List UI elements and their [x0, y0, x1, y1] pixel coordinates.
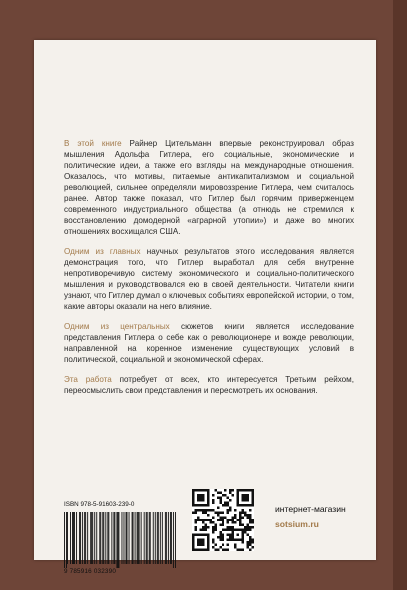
paragraph-lead: Одним из центральных — [64, 322, 170, 331]
shop-url-link[interactable]: sotsium.ru — [275, 519, 319, 529]
paragraph-4 — [64, 374, 354, 396]
barcode — [64, 512, 176, 568]
isbn-label: ISBN 978-5-91603-239-0 — [64, 501, 135, 508]
text-panel — [34, 40, 376, 575]
paragraph-body: Райнер Цительманн впервые реконструировал образ мышления Адольфа Гитлера, его социальные, экономические и политические идеи, а также его взгляды на международные отношения. Оказалось, что мотивы, питаемые антикапитализмом и социальной революцией, сильнее определяли мировоззрение Гитлера, чем считалось ранее. Автор также показал, что Гитлер был горячим приверженцем современного индустриального общества (а отнюдь не стремился к восстановлению домодерной «аграрной утопии») и даже во многих отношениях восхищался США. — [64, 139, 354, 236]
paragraph-lead: Одним из главных — [64, 247, 141, 256]
paragraph-body: сюжетов книги является исследование представления Гитлера о себе как о революционере и вожде революции, направленной на коренное изменение существующих условий в политической, социальной и экономической сферах. — [64, 322, 355, 364]
barcode-digits: 9 785916 032390 — [64, 568, 117, 575]
cover-edge — [393, 0, 407, 590]
paragraph-lead: Эта работа — [64, 375, 112, 384]
qr-code[interactable] — [192, 489, 254, 551]
paragraph-lead: В этой книге — [64, 139, 122, 148]
paragraph-3 — [64, 321, 354, 365]
shop-label: интернет-магазин — [275, 504, 346, 514]
paragraph-body: потребует от всех, кто интересуется Третьим рейхом, переосмыслить свои представления и пересмотреть их основания. — [64, 375, 354, 395]
paragraph-body: научных результатов этого исследования является демонстрация того, что Гитлер выработал для себя внутренне непротиворечивую систему экономического и социально-политического мышления и руководствовался ею в своей деятельности. Читатели книги узнают, что Гитлер думал о ключевых событиях европейской истории, о том, какие авторы оказали на него влияние. — [64, 247, 354, 311]
annotation-text — [64, 138, 354, 405]
paragraph-2 — [64, 246, 354, 312]
paragraph-1 — [64, 138, 354, 237]
